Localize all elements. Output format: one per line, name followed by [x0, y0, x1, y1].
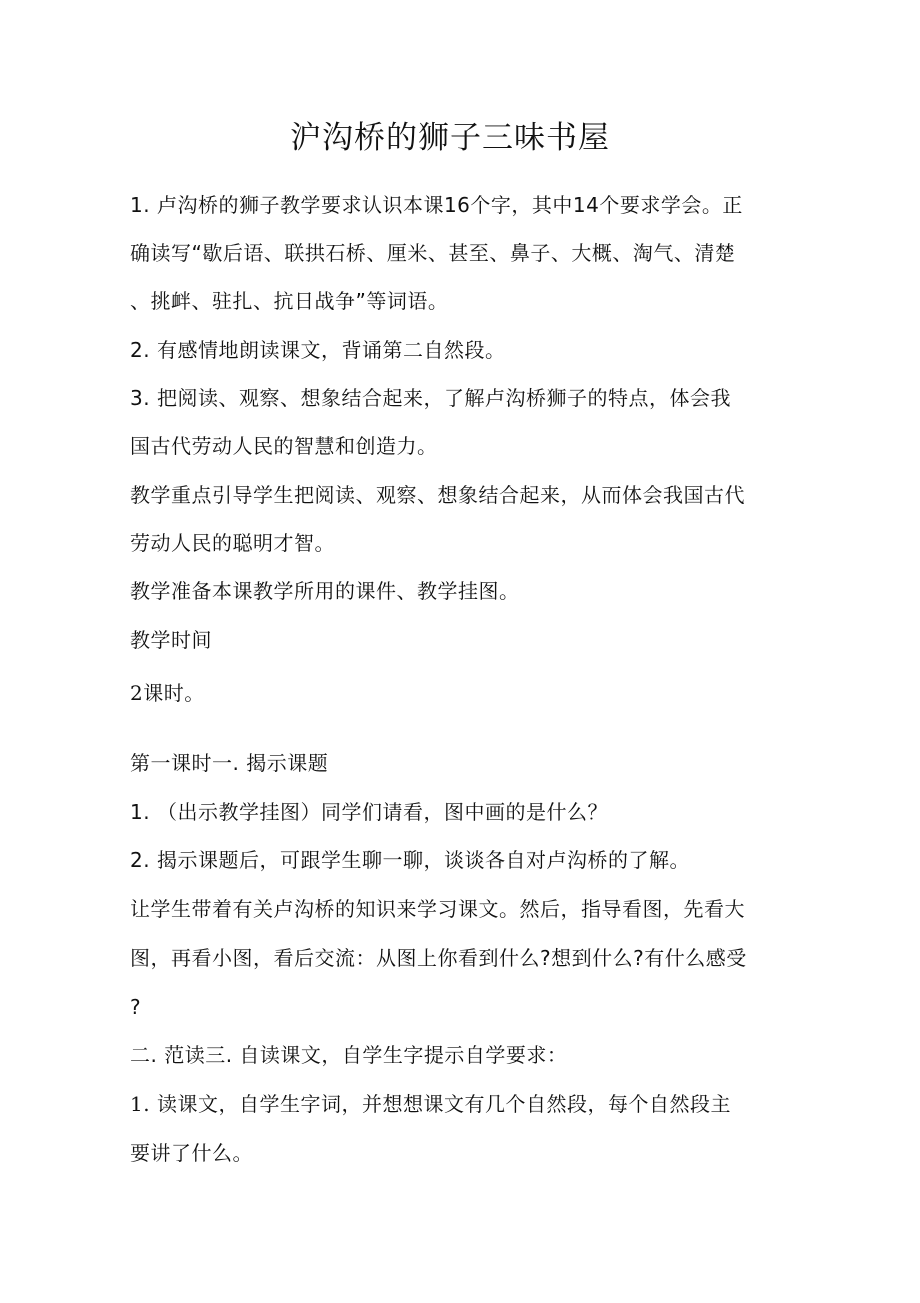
- text-line: 1. （出示教学挂图）同学们请看，图中画的是什么？: [130, 800, 608, 824]
- text-line: 第一课时一. 揭示课题: [130, 751, 329, 775]
- text-line: 1. 读课文，自学生字词，并想想课文有几个自然段，每个自然段主: [130, 1092, 731, 1116]
- text-line: 二. 范读三. 自读课文，自学生字提示自学要求：: [130, 1043, 568, 1067]
- text-line: 教学时间: [130, 628, 212, 652]
- text-line: 2. 揭示课题后，可跟学生聊一聊，谈谈各自对卢沟桥的了解。: [130, 848, 690, 872]
- text-line: 教学重点引导学生把阅读、观察、想象结合起来，从而体会我国古代: [130, 483, 745, 507]
- text-line: 2课时。: [130, 681, 205, 705]
- text-line: 、挑衅、驻扎、抗日战争”等词语。: [130, 289, 449, 313]
- text-line: 国古代劳动人民的智慧和创造力。: [130, 434, 438, 458]
- text-line: 图，再看小图，看后交流：从图上你看到什么?想到什么?有什么感受: [130, 946, 747, 970]
- text-line: 1. 卢沟桥的狮子教学要求认识本课16个字，其中14个要求学会。正: [130, 193, 743, 217]
- text-line: 确读写“歇后语、联拱石桥、厘米、甚至、鼻子、大概、淘气、清楚: [130, 241, 736, 265]
- page-title: 沪沟桥的狮子三味书屋: [290, 120, 610, 156]
- text-line: 2. 有感情地朗读课文，背诵第二自然段。: [130, 338, 506, 362]
- text-line: 教学准备本课教学所用的课件、教学挂图。: [130, 579, 520, 603]
- text-line: 3. 把阅读、观察、想象结合起来，了解卢沟桥狮子的特点，体会我: [130, 386, 731, 410]
- text-line: 要讲了什么。: [130, 1141, 253, 1165]
- text-line: 劳动人民的聪明才智。: [130, 531, 335, 555]
- text-line: 让学生带着有关卢沟桥的知识来学习课文。然后，指导看图，先看大: [130, 897, 745, 921]
- text-line: ?: [130, 995, 142, 1019]
